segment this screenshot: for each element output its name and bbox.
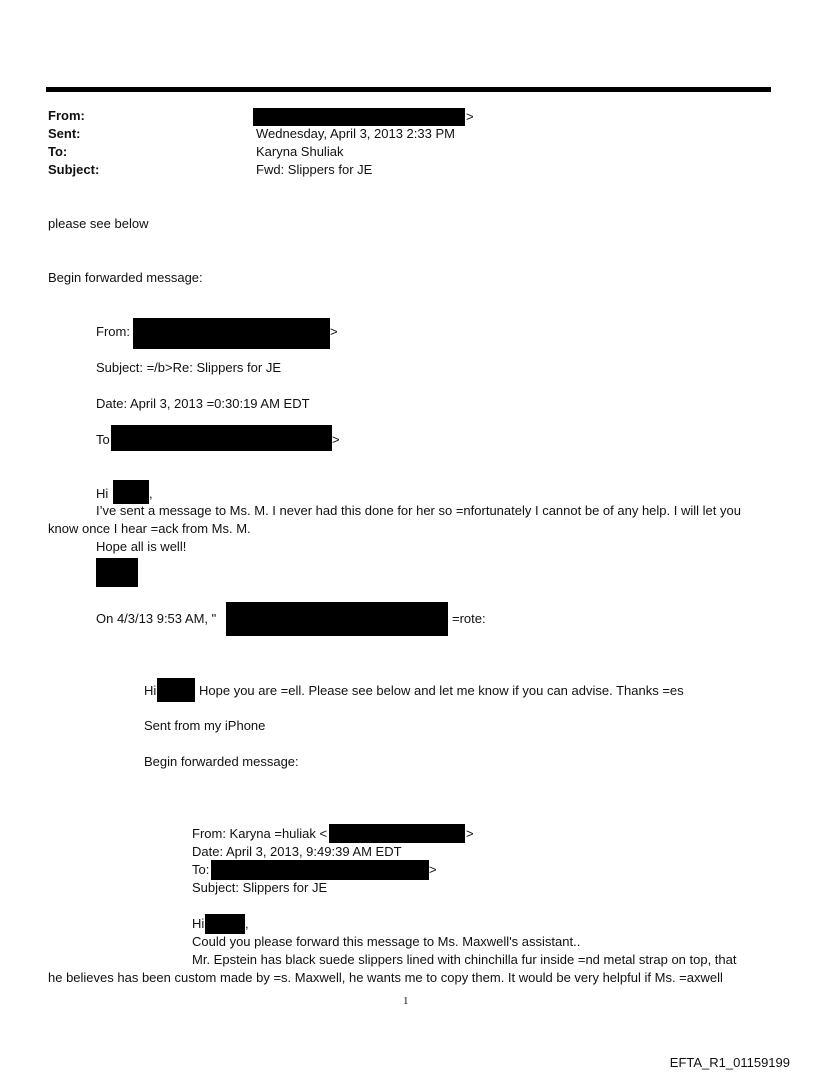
fwd1-hi: Hi xyxy=(96,486,109,501)
sent-label: Sent: xyxy=(48,126,81,141)
fwd1-on-prefix: On 4/3/13 9:53 AM, " xyxy=(96,611,217,626)
fwd3-hi: Hi xyxy=(192,916,205,931)
fwd3-line2: Mr. Epstein has black suede slippers lined with chinchilla fur inside =nd metal strap on top, that xyxy=(192,952,737,967)
redaction-fwd1-name xyxy=(113,480,149,504)
fwd1-line2: know once I hear =ack from Ms. M. xyxy=(48,521,251,536)
document-id: EFTA_R1_01159199 xyxy=(669,1055,790,1070)
fwd3-hi-suffix: , xyxy=(245,916,249,931)
redaction-fwd2-name xyxy=(157,678,195,702)
fwd2-hi: Hi xyxy=(144,683,157,698)
redaction-fwd1-from xyxy=(133,318,330,349)
fwd1-to-suffix: > xyxy=(332,432,340,447)
fwd3-from: From: Karyna =huliak < xyxy=(192,826,328,841)
fwd2-begin-forwarded: Begin forwarded message: xyxy=(144,754,299,769)
fwd3-line1: Could you please forward this message to Ms. Maxwell's assistant.. xyxy=(192,934,581,949)
fwd3-line3: he believes has been custom made by =s. Maxwell, he wants me to copy them. It would be very helpful if Ms. =axwell xyxy=(48,970,723,985)
sent-value: Wednesday, April 3, 2013 2:33 PM xyxy=(256,126,455,141)
fwd1-line1: I’ve sent a message to Ms. M. I never had this done for her so =nfortunately I cannot be of any help. I will let you xyxy=(96,503,741,518)
redaction-fwd3-to xyxy=(211,860,429,880)
fwd3-from-suffix: > xyxy=(466,826,474,841)
subject-label: Subject: xyxy=(48,162,100,177)
to-value: Karyna Shuliak xyxy=(256,144,344,159)
redaction-fwd3-from xyxy=(329,824,465,843)
fwd3-date: Date: April 3, 2013, 9:49:39 AM EDT xyxy=(192,844,402,859)
fwd1-from-suffix: > xyxy=(330,324,338,339)
fwd1-from-label: From: xyxy=(96,324,130,339)
fwd1-subject: Subject: =/b>Re: Slippers for JE xyxy=(96,360,281,375)
fwd3-subject: Subject: Slippers for JE xyxy=(192,880,328,895)
fwd2-hi-text: Hope you are =ell. Please see below and let me know if you can advise. Thanks =es xyxy=(199,683,684,698)
fwd1-to-label: To xyxy=(96,432,110,447)
fwd1-line3: Hope all is well! xyxy=(96,539,187,554)
redaction-fwd1-on xyxy=(226,602,448,636)
fwd2-sent-from: Sent from my iPhone xyxy=(144,718,266,733)
page-number: 1 xyxy=(403,995,409,1007)
redaction-fwd1-to xyxy=(111,425,332,451)
subject-value: Fwd: Slippers for JE xyxy=(256,162,373,177)
fwd1-on-suffix: =rote: xyxy=(452,611,486,626)
header-rule xyxy=(46,87,771,92)
fwd3-to-suffix: > xyxy=(429,862,437,877)
fwd3-to-label: To: xyxy=(192,862,210,877)
intro-text: please see below xyxy=(48,216,149,231)
to-label: To: xyxy=(48,144,68,159)
begin-forwarded-1: Begin forwarded message: xyxy=(48,270,203,285)
redaction-fwd3-name xyxy=(205,914,245,934)
from-suffix: > xyxy=(466,109,474,124)
redaction-fwd1-signature xyxy=(96,558,138,587)
fwd1-date: Date: April 3, 2013 =0:30:19 AM EDT xyxy=(96,396,310,411)
redaction-from xyxy=(253,108,465,126)
fwd1-hi-suffix: , xyxy=(149,486,153,501)
from-label: From: xyxy=(48,108,85,123)
